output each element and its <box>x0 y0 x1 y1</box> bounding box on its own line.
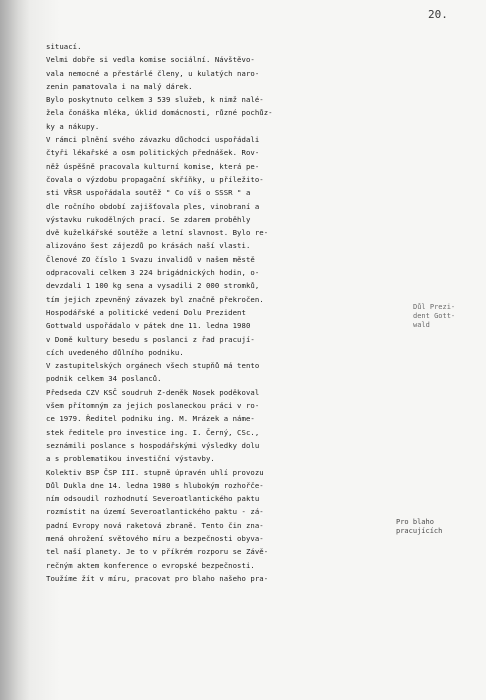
text-line: Hospodářské a politické vedení Dolu Prezident <box>46 307 246 317</box>
text-line: V rámci plnění svého závazku důchodci uspořádali <box>46 135 260 145</box>
text-line: ky a nákupy. <box>46 121 100 131</box>
text-line: sti VŘSR uspořádala soutěž " Co víš o SSSR " a <box>46 188 251 198</box>
text-line: zenin pamatovala i na malý dárek. <box>46 81 193 91</box>
text-line: seznámili poslance s hospodářskými výsledky dolu <box>46 440 260 450</box>
text-line: Kolektiv BSP ČSP III. stupně úpravén uhlí provozu <box>46 467 264 477</box>
text-line: cích uvedeného důlního podniku. <box>46 347 184 357</box>
text-line: alizováno šest zájezdů po krásách naší vlasti. <box>46 241 251 251</box>
typewritten-text-block <box>46 40 396 585</box>
text-line: devzdali 1 100 kg sena a vysadili 2 000 stromků, <box>46 281 260 291</box>
text-line: mená ohrožení světového míru a bezpečnosti obyva- <box>46 533 264 543</box>
text-line: vala nemocné a přestárlé členy, u kulatých naro- <box>46 68 260 78</box>
text-line: ce 1979. Ředitel podniku ing. M. Mrázek a náme- <box>46 414 255 424</box>
text-line: padní Evropy nová raketová zbraně. Tento čin zna- <box>46 520 264 530</box>
text-line: stek ředitele pro investice ing. I. Černý, CSc., <box>46 427 260 437</box>
text-line: Velmi dobře si vedla komise sociální. Návštěvo- <box>46 55 255 65</box>
margin-note-pro-blaho: Pro blaho pracujících <box>396 518 443 535</box>
text-line: Gottwald uspořádalo v pátek dne 11. ledna 1980 <box>46 321 251 331</box>
text-line: něž úspěšně pracovala kulturní komise, která pe- <box>46 161 260 171</box>
text-line: ním odsoudil rozhodnutí Severoatlantického paktu <box>46 494 260 504</box>
text-line: odpracovali celkem 3 224 brigádnických hodin, o- <box>46 268 260 278</box>
text-line: čovala o výzdobu propagační skříňky, u příležito- <box>46 174 264 184</box>
text-line: tím jejich zpevněný závazek byl značně překročen. <box>46 294 264 304</box>
page-number: 20. <box>428 8 448 21</box>
text-line: dvě kuželkářské soutěže a letní slavnost. Bylo re- <box>46 228 269 238</box>
text-line: situací. <box>46 42 82 51</box>
text-line: rečným aktem konference o evropské bezpečnosti. <box>46 560 255 570</box>
text-line: Členové ZO číslo 1 Svazu invalidů v našem městě <box>46 254 255 264</box>
text-line: tel naší planety. Je to v příkrém rozporu se Závě- <box>46 547 269 557</box>
text-line: v Domě kultury besedu s poslanci z řad pracují- <box>46 334 255 344</box>
text-line: Bylo poskytnuto celkem 3 539 služeb, k nimž nalé- <box>46 95 264 105</box>
text-line: rozmístit na území Severoatlantického paktu - zá- <box>46 507 264 517</box>
text-line: čtyři lékařské a osm politických přednášek. Rov- <box>46 148 260 158</box>
text-line: podnik celkem 34 poslanců. <box>46 374 162 384</box>
text-line: a s problematikou investiční výstavby. <box>46 454 215 464</box>
scan-edge-shadow <box>0 0 30 700</box>
text-line: Předseda CZV KSČ soudruh Z-deněk Nosek poděkoval <box>46 387 260 397</box>
text-line: všem přítomným za jejich poslaneckou práci v ro- <box>46 401 260 411</box>
text-line: Důl Dukla dne 14. ledna 1980 s hlubokým rozhořče- <box>46 480 264 490</box>
margin-note-dul-prezident: Důl Prezi- dent Gott- wald <box>413 303 456 329</box>
text-line: V zastupitelských orgánech všech stupňů má tento <box>46 361 260 371</box>
text-line: dle ročního období zajišťovala ples, vinobraní a <box>46 201 260 211</box>
text-line: výstavku rukodělných prací. Se zdarem proběhly <box>46 214 251 224</box>
text-line: žela čonáška mléka, úklid domácnosti, různé pochůz- <box>46 108 273 118</box>
text-line: Toužíme žít v míru, pracovat pro blaho našeho pra- <box>46 573 269 583</box>
